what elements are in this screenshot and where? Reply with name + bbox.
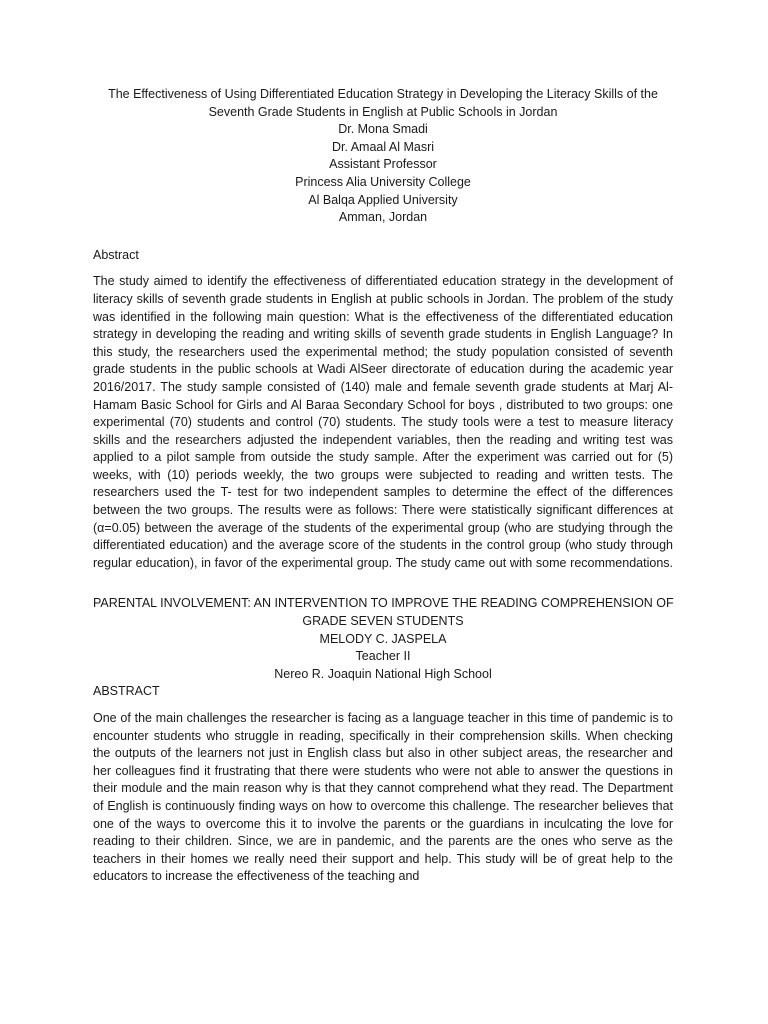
paper1-author1: Dr. Mona Smadi: [338, 122, 428, 137]
paper1-author2: Dr. Amaal Al Masri: [331, 139, 435, 154]
paper2-title-line2: GRADE SEVEN STUDENTS: [302, 614, 464, 629]
paper2-position: Teacher II: [355, 649, 411, 664]
paper2-school: Nereo R. Joaquin National High School: [274, 666, 492, 681]
paper2-title-line1: PARENTAL INVOLVEMENT: AN INTERVENTION TO IMPROVE THE READING COMPREHENSION OF: [93, 596, 674, 611]
paper1-institution1: Princess Alia University College: [295, 174, 471, 189]
paper2-abstract-heading: ABSTRACT: [93, 684, 160, 699]
paper2-abstract-text: One of the main challenges the researcher is facing as a language teacher in this time of pandemic is to encounter students who struggle in reading, specifically in their comprehension skills. When checking the outputs of the learners not just in English class but also in other subject areas, the researcher and her colleagues find it frustrating that there were students who were not able to answer the questions in their module and the main reason why is that they cannot comprehend what they read. The Department of English is continuously finding ways on how to overcome this challenge. The researcher believes that one of the ways to overcome this it to involve the parents or the guardians in inculcating the love for reading to their children. Since, we are in pandemic, and the parents are the ones who serve as the teachers in their homes we really need their support and help. This study will be of great help to the educators to increase the effectiveness of the teaching and: [93, 711, 673, 884]
paper2-header: [93, 595, 673, 683]
paper2-author: MELODY C. JASPELA: [319, 631, 447, 646]
paper1-title-line1: The Effectiveness of Using Differentiated Education Strategy in Developing the Literacy Skills of the: [108, 87, 658, 101]
paper1-position: Assistant Professor: [329, 157, 437, 172]
document-page: [93, 86, 673, 886]
paper1-institution2: Al Balqa Applied University: [308, 192, 458, 207]
paper1-abstract-text: The study aimed to identify the effectiveness of differentiated education strategy in the development of literacy skills of seventh grade students in English at public schools in Jordan. The problem of the study was identified in the following main question: What is the effectiveness of the differentiated education strategy in developing the reading and writing skills of seventh grade students in English Language? In this study, the researchers used the experimental method; the study population consisted of seventh grade students in the public schools at Wadi AlSeer directorate of education during the academic year 2016/2017. The study sample consisted of (140) male and female seventh grade students at Marj Al-Hamam Basic School for Girls and Al Baraa Secondary School for boys , distributed to two groups: one experimental (70) students and control (70) students. The study tools were a test to measure literacy skills and the researchers adjusted the independent variables, then the reading and writing test was applied to a pilot sample from outside the study sample. After the experiment was carried out for (5) weeks, with (10) periods weekly, the two groups were subjected to reading and written tests. The researchers used the T- test for two independent samples to determine the effect of the differences between the two groups. The results were as follows: There were statistically significant differences at (α=0.05) between the average of the students of the experimental group (who are studying through the differentiated education) and the average score of the students in the control group (who study through regular education), in favor of the experimental group. The study came out with some recommendations.: [93, 274, 673, 570]
paper1-location: Amman, Jordan: [338, 210, 428, 225]
paper1-title-line2: Seventh Grade Students in English at Public Schools in Jordan: [208, 104, 558, 119]
paper1-abstract-heading: Abstract: [93, 247, 139, 262]
paper1-header: [93, 86, 673, 227]
